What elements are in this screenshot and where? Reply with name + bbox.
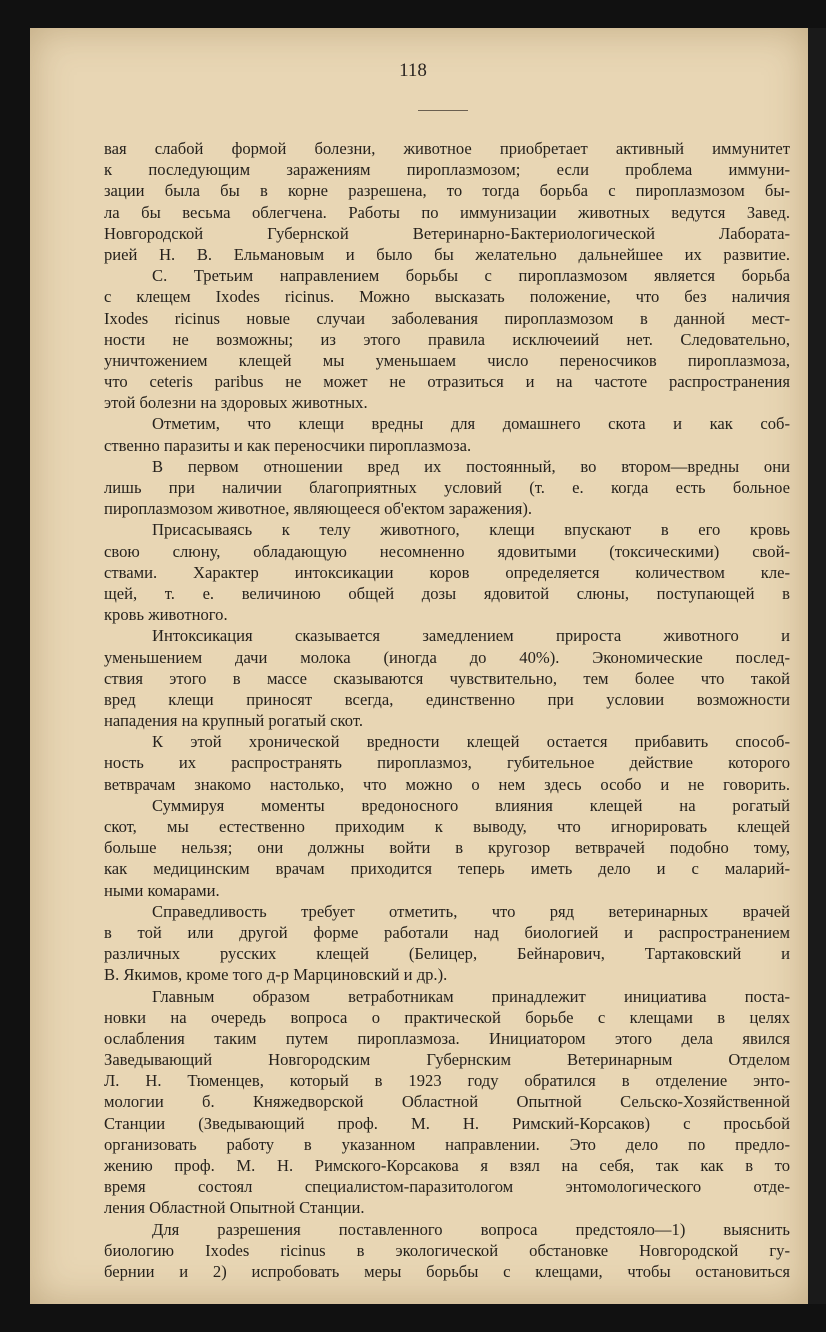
scan-edge <box>808 28 826 1304</box>
text-line: с клещем Ixodes ricinus. Можно высказать положение, что без наличия <box>104 287 790 307</box>
text-line: различных русских клещей (Белицер, Бейнарович, Тартаковский и <box>104 944 790 964</box>
text-line: ственно паразиты и как переносчики пироплазмоза. <box>104 435 472 455</box>
text-line: К этой хронической вредности клещей остается прибавить способ- <box>152 732 790 752</box>
text-line: ности не возможны; из этого правила исключеиий нет. Следовательно, <box>104 329 790 349</box>
text-line: вред клещи приносят всегда, единственно при условии возможности <box>104 689 790 709</box>
text-line: Справедливость требует отметить, что ряд ветеринарных врачей <box>152 901 790 921</box>
text-line: мологии б. Княжедворской Областной Опытной Сельско-Хозяйственной <box>104 1092 790 1112</box>
text-line: ными комарами. <box>104 880 220 900</box>
text-line: В. Якимов, кроме того д-р Марциновский и др.). <box>104 965 448 985</box>
text-line: ность их распространять пироплазмоз, губительное действие которого <box>104 753 790 773</box>
text-line: ла бы весьма облегчена. Работы по иммунизации животных ведутся Завед. <box>104 202 790 222</box>
text-line: в той или другой форме работали над биологией и распространением <box>104 922 790 942</box>
text-line: больше нельзя; они должны войти в кругозор ветврачей подобно тому, <box>104 838 790 858</box>
text-line: биологию Ixodes ricinus в экологической обстановке Новгородской гу- <box>104 1240 790 1260</box>
page-number: 118 <box>399 60 427 81</box>
text-line: лишь при наличии благоприятных условий (т. е. когда есть больное <box>104 478 790 497</box>
text-line: ослабления таким путем пироплазмоза. Инициатором этого дела явился <box>104 1028 790 1048</box>
text-line: С. Третьим направлением борьбы с пироплазмозом является борьба <box>152 266 790 286</box>
text-line: щей, т. е. величиною общей дозы ядовитой слюны, поступающей в <box>104 583 790 603</box>
text-line: ветврачам знакомо настолько, что можно о нем здесь особо и не говорить. <box>104 774 790 794</box>
text-line: пироплазмозом животное, являющееся об'ектом заражения). <box>104 499 533 519</box>
text-line: Л. Н. Тюменцев, который в 1923 году обратился в отделение энто- <box>104 1071 790 1091</box>
text-line: уничтожением клещей мы уменьшаем число переносчиков пироплазмоза, <box>104 350 790 370</box>
text-line: как медицинским врачам приходится теперь иметь дело и с маларий- <box>104 859 790 879</box>
text-line: скот, мы естественно приходим к выводу, что игнорировать клещей <box>104 817 790 836</box>
text-line: Интоксикация сказывается замедлением прироста животного и <box>152 626 790 646</box>
text-line: Новгородской Губернской Ветеринарно-Бактериологической Лабората- <box>104 223 790 243</box>
text-line: Станции (Зведывающий проф. М. Н. Римский-Корсаков) с просьбой <box>104 1113 790 1133</box>
text-line: новки на очередь вопроса о практической борьбе с клещами в целях <box>104 1007 790 1027</box>
text-line: ления Областной Опытной Станции. <box>104 1198 365 1218</box>
text-line: организовать работу в указанном направлении. Это дело по предло- <box>104 1134 790 1154</box>
text-line: ствами. Характер интоксикации коров определяется количеством кле- <box>104 562 790 582</box>
text-line: ствия этого в массе сказываются чувствительно, тем более что такой <box>104 668 790 688</box>
text-line: к последующим заражениям пироплазмозом; если проблема иммуни- <box>104 160 790 180</box>
text-line: время состоял специалистом-паразитологом энтомологического отде- <box>104 1177 790 1197</box>
text-line: Суммируя моменты вредоносного влияния клещей на рогатый <box>152 795 790 815</box>
text-line: Заведывающий Новгородским Губернским Ветеринарным Отделом <box>104 1050 790 1070</box>
text-line: уменьшением дачи молока (иногда до 40%). Экономические послед- <box>104 647 790 667</box>
text-line: Для разрешения поставленного вопроса предстояло—1) выяснить <box>152 1219 790 1239</box>
text-line: что ceteris paribus не может не отразиться и на частоте распространения <box>104 372 790 392</box>
text-line: кровь животного. <box>104 605 228 625</box>
text-line: Отметим, что клещи вредны для домашнего скота и как соб- <box>152 414 790 434</box>
page-number-rule <box>418 110 468 111</box>
text-line: вая слабой формой болезни, животное приобретает активный иммунитет <box>104 139 790 158</box>
text-line: жению проф. М. Н. Римского-Корсакова я взял на себя, так как в то <box>104 1156 790 1175</box>
text-line: Главным образом ветработникам принадлежит инициатива поста- <box>152 986 790 1006</box>
text-line: рией Н. В. Ельмановым и было бы желательно дальнейшее их развитие. <box>104 244 790 264</box>
text-line: этой болезни на здоровых животных. <box>104 393 368 413</box>
text-line: Присасываясь к телу животного, клещи впускают в его кровь <box>152 520 790 540</box>
body-text <box>104 138 790 1282</box>
text-line: бернии и 2) испробовать меры борьбы с клещами, чтобы остановиться <box>104 1261 790 1281</box>
text-line: зации была бы в корне разрешена, то тогда борьба с пироплазмозом бы- <box>104 181 790 201</box>
text-line: В первом отношении вред их постоянный, во втором—вредны они <box>152 456 790 476</box>
text-line: свою слюну, обладающую несомненно ядовитыми (токсическими) свой- <box>104 541 790 561</box>
text-line: Ixodes ricinus новые случаи заболевания пироплазмозом в данной мест- <box>104 308 790 328</box>
text-line: нападения на крупный рогатый скот. <box>104 711 363 731</box>
